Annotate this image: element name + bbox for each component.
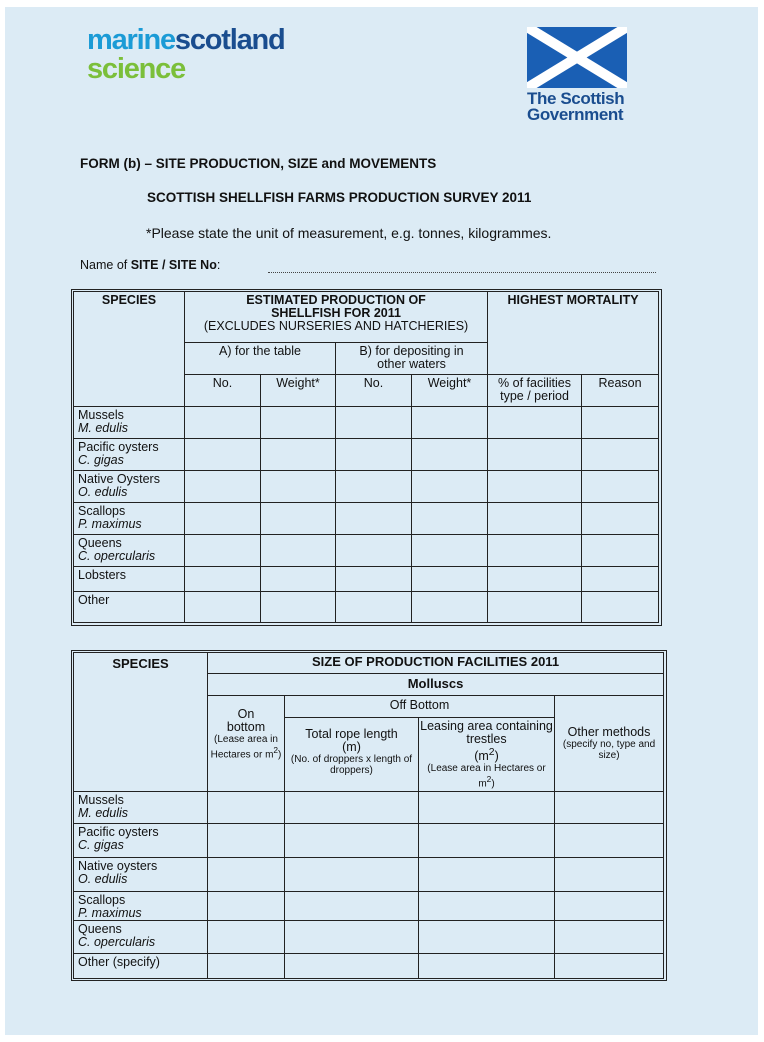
on-bottom-note-text: (Lease area in Hectares or m xyxy=(210,734,278,761)
production-row xyxy=(74,503,659,535)
entry-cell[interactable] xyxy=(261,535,336,567)
entry-cell[interactable] xyxy=(261,592,336,623)
leasing-unit-sup: 2 xyxy=(488,747,495,758)
species-latin-name: C. opercularis xyxy=(78,549,156,563)
logo-science-text: science xyxy=(87,53,186,85)
survey-title: SCOTTISH SHELLFISH FARMS PRODUCTION SURVEY 2011 xyxy=(147,190,532,205)
entry-cell[interactable] xyxy=(488,592,582,623)
entry-cell[interactable] xyxy=(582,567,659,592)
facilities-row xyxy=(74,954,664,979)
col-no-a: No. xyxy=(185,375,261,407)
entry-cell[interactable] xyxy=(412,439,488,471)
facilities-row xyxy=(74,824,664,858)
entry-cell[interactable] xyxy=(336,407,412,439)
entry-cell[interactable] xyxy=(582,407,659,439)
entry-cell[interactable] xyxy=(261,503,336,535)
col-reason: Reason xyxy=(582,375,659,407)
species-name: Mussels xyxy=(78,793,124,807)
entry-cell[interactable] xyxy=(412,407,488,439)
species-cell xyxy=(74,471,185,503)
entry-cell[interactable] xyxy=(555,892,664,921)
marine-scotland-science-logo xyxy=(87,26,285,84)
species-cell xyxy=(74,407,185,439)
other-methods-note: (specify no, type and size) xyxy=(562,739,656,761)
species-cell xyxy=(74,858,208,892)
col-weight-b: Weight* xyxy=(412,375,488,407)
form-title: FORM (b) – SITE PRODUCTION, SIZE and MOVEMENTS xyxy=(80,156,437,171)
entry-cell[interactable] xyxy=(285,824,419,858)
col-pct-facilities xyxy=(488,375,582,407)
species-name: Pacific oysters xyxy=(78,825,159,839)
leasing-unit: (m xyxy=(474,749,489,764)
production-header xyxy=(185,292,488,343)
mortality-header: HIGHEST MORTALITY xyxy=(488,292,659,375)
entry-cell[interactable] xyxy=(412,567,488,592)
entry-cell[interactable] xyxy=(412,471,488,503)
production-row xyxy=(74,439,659,471)
depositing-line-1: B) for depositing in xyxy=(359,344,464,358)
rope-note: (No. of droppers x length of droppers) xyxy=(290,754,413,776)
entry-cell[interactable] xyxy=(555,858,664,892)
entry-cell[interactable] xyxy=(285,858,419,892)
site-label-prefix: Name of xyxy=(80,258,131,272)
species-latin-name: C. opercularis xyxy=(78,935,156,949)
entry-cell[interactable] xyxy=(419,792,555,824)
entry-cell[interactable] xyxy=(336,592,412,623)
entry-cell[interactable] xyxy=(285,954,419,979)
species-latin-name: P. maximus xyxy=(78,906,142,920)
species-name: Native oysters xyxy=(78,859,158,873)
entry-cell[interactable] xyxy=(412,535,488,567)
logo-marine-text: marine xyxy=(87,24,175,56)
entry-cell[interactable] xyxy=(419,921,555,954)
entry-cell[interactable] xyxy=(208,824,285,858)
species-name: Queens xyxy=(78,922,122,936)
species-name: Scallops xyxy=(78,893,126,907)
entry-cell[interactable] xyxy=(582,503,659,535)
leasing-note-text: (Lease area in Hectares or m xyxy=(427,763,546,790)
production-header-line-1: ESTIMATED PRODUCTION OF xyxy=(246,293,426,307)
species-name: Lobsters xyxy=(78,568,126,582)
leasing-line-1: Leasing area containing trestles xyxy=(420,719,553,746)
entry-cell[interactable] xyxy=(285,921,419,954)
facilities-table xyxy=(73,652,664,979)
entry-cell[interactable] xyxy=(555,792,664,824)
for-depositing-header xyxy=(336,343,488,375)
rope-length-header xyxy=(285,718,419,792)
entry-cell[interactable] xyxy=(419,954,555,979)
species-cell xyxy=(74,439,185,471)
species-latin-name: M. edulis xyxy=(78,421,129,435)
species-name: Other (specify) xyxy=(78,955,160,969)
on-bottom-line-2: bottom xyxy=(226,720,266,734)
entry-cell[interactable] xyxy=(261,567,336,592)
col-pct-line-2: type / period xyxy=(500,389,569,403)
entry-cell[interactable] xyxy=(555,921,664,954)
species-name: Mussels xyxy=(78,408,124,422)
entry-cell[interactable] xyxy=(582,439,659,471)
entry-cell[interactable] xyxy=(582,471,659,503)
species-name: Native Oysters xyxy=(78,472,160,486)
entry-cell[interactable] xyxy=(185,407,261,439)
other-methods-header xyxy=(555,696,664,792)
on-bottom-header xyxy=(208,696,285,792)
entry-cell[interactable] xyxy=(208,858,285,892)
species-cell xyxy=(74,567,185,592)
entry-cell[interactable] xyxy=(261,407,336,439)
site-label-bold: SITE / SITE No xyxy=(130,258,217,272)
site-name-label xyxy=(80,258,220,272)
off-bottom-header: Off Bottom xyxy=(285,696,555,718)
species-latin-name: M. edulis xyxy=(78,806,129,820)
entry-cell[interactable] xyxy=(555,954,664,979)
col-no-b: No. xyxy=(336,375,412,407)
entry-cell[interactable] xyxy=(582,592,659,623)
species-cell xyxy=(74,592,185,623)
site-name-input[interactable] xyxy=(268,272,656,273)
facilities-row xyxy=(74,792,664,824)
entry-cell[interactable] xyxy=(208,792,285,824)
entry-cell[interactable] xyxy=(336,567,412,592)
entry-cell[interactable] xyxy=(488,535,582,567)
entry-cell[interactable] xyxy=(185,503,261,535)
entry-cell[interactable] xyxy=(185,535,261,567)
production-row xyxy=(74,567,659,592)
species-name: Scallops xyxy=(78,504,126,518)
site-label-suffix: : xyxy=(216,258,221,272)
rope-line-1: Total rope length xyxy=(305,727,398,741)
production-subheader: (EXCLUDES NURSERIES AND HATCHERIES) xyxy=(203,319,469,333)
entry-cell[interactable] xyxy=(419,892,555,921)
logo-scotland-text: scotland xyxy=(174,24,285,56)
entry-cell[interactable] xyxy=(419,824,555,858)
entry-cell[interactable] xyxy=(261,439,336,471)
size-header: SIZE OF PRODUCTION FACILITIES 2011 xyxy=(208,653,664,674)
species-cell xyxy=(74,503,185,535)
unit-note: *Please state the unit of measurement, e.g. tonnes, kilogrammes. xyxy=(146,225,552,241)
entry-cell[interactable] xyxy=(488,503,582,535)
facilities-row xyxy=(74,858,664,892)
species-latin-name: O. edulis xyxy=(78,872,128,886)
species-cell xyxy=(74,535,185,567)
facilities-row xyxy=(74,921,664,954)
leasing-note xyxy=(419,763,554,789)
species-cell xyxy=(74,792,208,824)
leasing-area-header xyxy=(419,718,555,792)
entry-cell[interactable] xyxy=(488,471,582,503)
entry-cell[interactable] xyxy=(208,954,285,979)
on-bottom-note xyxy=(208,734,284,760)
entry-cell[interactable] xyxy=(185,471,261,503)
entry-cell[interactable] xyxy=(412,592,488,623)
leasing-line-2 xyxy=(419,746,554,763)
entry-cell[interactable] xyxy=(336,503,412,535)
entry-cell[interactable] xyxy=(285,892,419,921)
saltire-flag-icon xyxy=(527,27,627,88)
entry-cell[interactable] xyxy=(336,471,412,503)
entry-cell[interactable] xyxy=(185,567,261,592)
entry-cell[interactable] xyxy=(488,567,582,592)
on-bottom-note-close: ) xyxy=(278,749,282,761)
species-cell xyxy=(74,824,208,858)
production-row xyxy=(74,471,659,503)
species-header: SPECIES xyxy=(74,292,185,407)
other-methods-line: Other methods xyxy=(567,725,651,739)
entry-cell[interactable] xyxy=(488,439,582,471)
entry-cell[interactable] xyxy=(582,535,659,567)
species-latin-name: P. maximus xyxy=(78,517,142,531)
facilities-row xyxy=(74,892,664,921)
production-table xyxy=(73,291,659,623)
gov-line-1: The Scottish xyxy=(527,89,625,108)
species-header-2: SPECIES xyxy=(74,653,208,792)
leasing-note-close: ) xyxy=(491,778,495,790)
for-table-header: A) for the table xyxy=(185,343,336,375)
production-row xyxy=(74,592,659,623)
entry-cell[interactable] xyxy=(336,535,412,567)
molluscs-header: Molluscs xyxy=(208,674,664,696)
species-latin-name: O. edulis xyxy=(78,485,128,499)
col-pct-line-1: % of facilities xyxy=(498,376,571,390)
species-latin-name: C. gigas xyxy=(78,453,124,467)
entry-cell[interactable] xyxy=(185,592,261,623)
production-row xyxy=(74,407,659,439)
species-name: Pacific oysters xyxy=(78,440,159,454)
scottish-government-logo-text xyxy=(527,91,624,123)
species-cell xyxy=(74,921,208,954)
species-name: Queens xyxy=(78,536,122,550)
entry-cell[interactable] xyxy=(419,858,555,892)
entry-cell[interactable] xyxy=(555,824,664,858)
entry-cell[interactable] xyxy=(261,471,336,503)
rope-line-2: (m) xyxy=(342,740,361,754)
species-cell xyxy=(74,892,208,921)
entry-cell[interactable] xyxy=(285,792,419,824)
on-bottom-note-sup: 2 xyxy=(273,745,279,755)
production-header-line-2: SHELLFISH FOR 2011 xyxy=(271,306,401,320)
species-latin-name: C. gigas xyxy=(78,838,124,852)
leasing-unit-close: ) xyxy=(494,749,499,764)
col-weight-a: Weight* xyxy=(261,375,336,407)
entry-cell[interactable] xyxy=(185,439,261,471)
depositing-line-2: other waters xyxy=(377,357,446,371)
species-cell xyxy=(74,954,208,979)
entry-cell[interactable] xyxy=(208,921,285,954)
gov-line-2: Government xyxy=(527,105,624,124)
entry-cell[interactable] xyxy=(208,892,285,921)
entry-cell[interactable] xyxy=(336,439,412,471)
production-row xyxy=(74,535,659,567)
species-name: Other xyxy=(78,593,110,607)
on-bottom-line-1: On xyxy=(237,707,255,721)
entry-cell[interactable] xyxy=(488,407,582,439)
leasing-note-sup: 2 xyxy=(486,774,492,785)
entry-cell[interactable] xyxy=(412,503,488,535)
